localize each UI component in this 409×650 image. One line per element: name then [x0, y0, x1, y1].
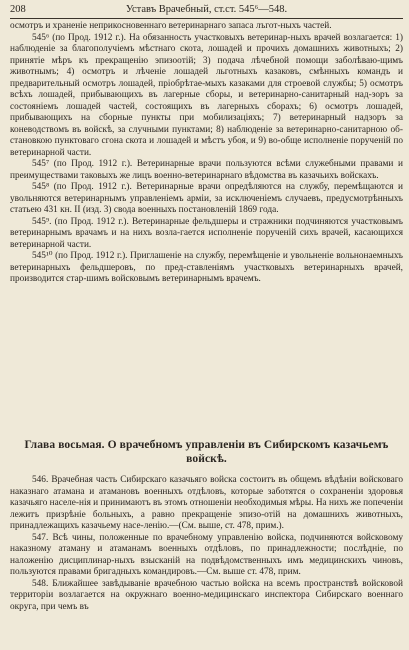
article-548: 548. Ближайшее завѣдываніе врачебною частью войска на всемъ пространствѣ войсковой территоріи возлагается на окружнаго военно-медицинскаго инспектора Сибирскаго военнаго округа, при чемъ въ: [10, 578, 403, 612]
running-header: [10, 3, 403, 17]
article-545-6: 545⁶ (по Прод. 1912 г.). На обязанность участковыхъ ветеринар-ныхъ врачей возлагается: 1) наблюденіе за благополучіемъ мѣстнаго скота, лошадей и прочихъ домашнихъ животныхъ; 2) принятіе мѣръ къ прекращенію эпизоотій; 3) подача лѣчебной помощи заболѣваю-щимъ животнымъ; 4) осмотръ и лѣченіе лошадей льготныхъ казаковъ, смѣнныхъ командъ и предварительный осмотръ лошадей, пріобрѣтае-мыхъ казаками для строевой службы; 5) осмотръ всѣхъ лошадей, прибывающихъ въ лагерные сборы, и ветеринарно-санитарный над-зоръ за состояніемъ лошадей частей, состоящихъ въ лагерныхъ сборахъ; 6) осмотръ лошадей, прибывающихъ на сборные пункты при мобилизаціяхъ; 7) ветеринарный надзоръ за коневодствомъ въ войскѣ, за случными пунктами; 8) наблюденіе за ветеринарно-санитарною об-становкою пунктоваго сгона скота и лошадей и мѣстъ убоя, и 9) во-обще исполненіе порученій по ветеринарной части.: [10, 32, 403, 158]
chapter-title: Глава восьмая. О врачебномъ управленіи въ Сибирскомъ казачьемъ войскѣ.: [24, 439, 389, 465]
header-rule: [10, 18, 403, 19]
article-547: 547. Всѣ чины, положенные по врачебному управленію войска, подчиняются войсковому наказному атаману и атаманамъ военныхъ отдѣловъ, по принадлежности; послѣдніе, по наложенію дисциплинар-ныхъ взысканій на подвѣдомственныхъ имъ медицинскихъ чиновъ, пользуются правами бригадныхъ командировъ.—См. выше ст. 478, прим.: [10, 532, 403, 577]
paragraph: осмотръ и храненіе неприкосновеннаго ветеринарнаго запаса лъгот-ныхъ частей.: [10, 21, 332, 31]
article-545-7: 545⁷ (по Прод. 1912 г.). Ветеринарные врачи пользуются всѣми служебными правами и преимуществами таковыхъ же лицъ военно-ветеринарнаго вѣдомства въ казачьихъ войскахъ.: [10, 159, 403, 181]
article-545-10: 545¹⁰ (по Прод. 1912 г.). Приглашеніе на службу, перемѣщеніе и увольненіе вольнонаемныхъ ветеринарныхъ фельдшеровъ, по пред-ставленіямъ участковыхъ ветеринарныхъ врачей, производится стар-шимъ войсковымъ ветеринарнымъ врачемъ.: [10, 251, 403, 284]
article-545-8: 545⁸ (по Прод. 1912 г.). Ветеринарные врачи опредѣляются на службу, перемѣщаются и увольняются ветеринарнымъ управленіемъ арміи, за исключеніемъ случаевъ, предусмотрѣнныхъ статьею 431 кн. II (изд. 3) свода военныхъ постановленій 1869 года.: [10, 182, 403, 215]
article-546: 546. Врачебная часть Сибирскаго казачьяго войска состоитъ въ общемъ вѣдѣніи войсковаго наказнаго атамана и атамановъ военныхъ отдѣловъ, которые заботятся о сохраненіи здоровья казачьяго населе-нія и принимаютъ въ этомъ отношеніи необходимыя мѣры. На нихъ же попеченіи лежитъ призрѣніе больныхъ, а равно прекращеніе эпизо-отій на домашнихъ животныхъ, принадлежащихъ казачьему насе-ленію.—(См. выше, ст. 478, прим.).: [10, 475, 403, 531]
articles-546-548-block: [10, 475, 403, 613]
articles-545-block: [10, 21, 403, 286]
article-545-9: 545⁹. (по Прод. 1912 г.). Ветеринарные фельдшеры и стражники подчиняются участковымъ ветеринарнымъ врачамъ и на нихъ возла-гается исполненіе порученій сихъ врачей, касающихся ветеринарной части.: [10, 216, 403, 250]
page-number: 208: [10, 4, 26, 15]
running-title: Уставъ Врачебный, ст.ст. 545⁶—548.: [125, 4, 288, 15]
